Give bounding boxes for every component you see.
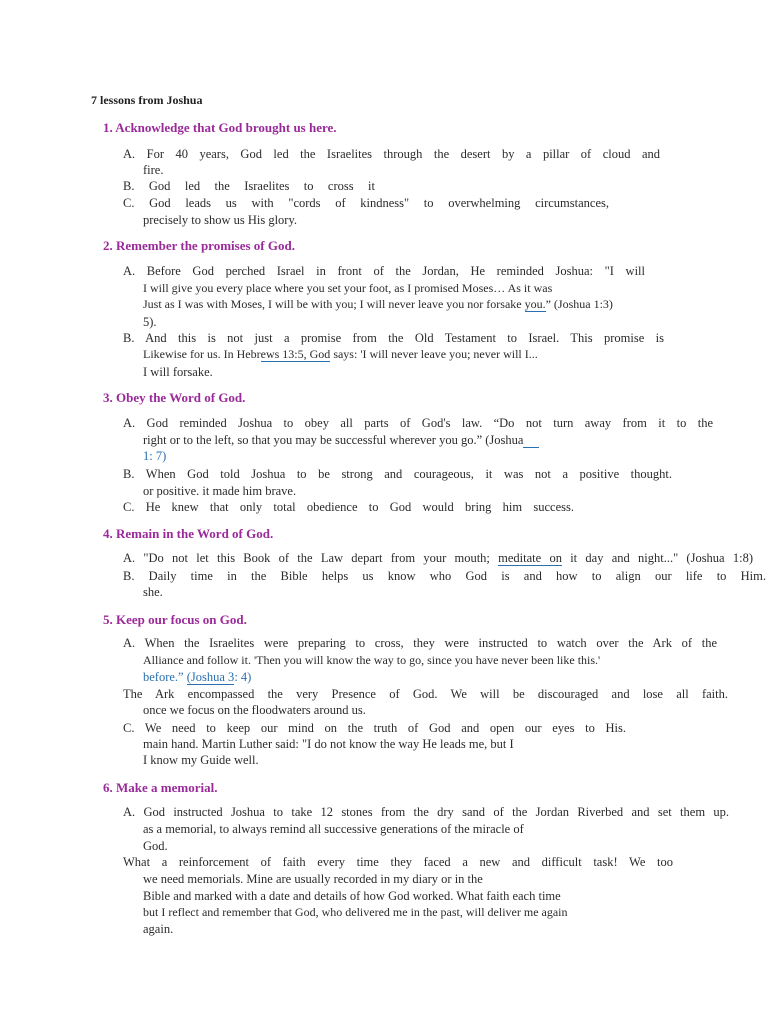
- s1-item-b-line1: B. God led the Israelites to cross it: [123, 179, 375, 193]
- s2-b-line2-rest: says: 'I will never leave you; never will I...: [330, 347, 538, 361]
- s1-item-a-line1: A. For 40 years, God led the Israelites through the desert by a pillar of cloud and: [123, 147, 660, 161]
- s5-item-c-line1: C. We need to keep our mind on the truth of God and open our eyes to His.: [123, 721, 626, 735]
- s2-item-b-line2: [143, 347, 538, 362]
- s1-item-a-line2: fire.: [143, 163, 164, 177]
- section-4-heading: 4. Remain in the Word of God.: [103, 526, 274, 541]
- s3-item-a-line1: A. God reminded Joshua to obey all parts of God's law. “Do not turn away from it to the: [123, 416, 713, 430]
- s3-item-c-line1: C. He knew that only total obedience to God would bring him success.: [123, 500, 574, 514]
- section-6-heading: 6. Make a memorial.: [103, 780, 218, 795]
- scripture-link-you[interactable]: you.: [524, 297, 546, 311]
- scripture-link-joshua-1-7[interactable]: 1: 7): [143, 449, 167, 463]
- s6-item-b-line3: Bible and marked with a date and details of how God worked. What faith each time: [143, 889, 561, 903]
- section-2-heading: 2. Remember the promises of God.: [103, 238, 295, 253]
- s2-a-line3-text: Just as I was with Moses, I will be with you; I will never leave you nor forsake: [143, 297, 525, 311]
- s6-item-a-line3: God.: [143, 839, 168, 853]
- s2-a-line3-ref: ” (Joshua 1:3): [545, 297, 613, 311]
- s6-item-b-line1: What a reinforcement of faith every time they faced a new and difficult task! We too: [123, 855, 673, 869]
- scripture-link-meditate[interactable]: meditate on: [498, 551, 562, 565]
- s4-item-b-line1: B. Daily time in the Bible helps us know who God is and how to align our life to Him.: [123, 569, 766, 583]
- s2-item-a-line1: A. Before God perched Israel in front of the Jordan, He reminded Joshua: "I will: [123, 264, 645, 278]
- s1-item-c-line2: precisely to show us His glory.: [143, 213, 298, 227]
- s5-item-a-line3: [143, 670, 251, 685]
- s4-a-line1-text: A. "Do not let this Book of the Law depart from your mouth;: [123, 551, 499, 565]
- s6-item-b-line4: but I reflect and remember that God, who delivered me in the past, will deliver me again: [143, 905, 568, 919]
- s6-item-a-line1: A. God instructed Joshua to take 12 stones from the dry sand of the Jordan Riverbed and set them up.: [123, 805, 729, 819]
- s6-item-b-line5: again.: [143, 922, 174, 936]
- s5-item-a-line1: A. When the Israelites were preparing to cross, they were instructed to watch over the Ark of the: [123, 636, 717, 650]
- s5-item-a-line2: Alliance and follow it. 'Then you will know the way to go, since you have never been like this.': [143, 653, 601, 667]
- s5-a-line3-text: before.”: [143, 670, 187, 684]
- s2-b-line2-text: Likewise for us. In Hebr: [143, 347, 261, 361]
- s6-item-b-line2: we need memorials. Mine are usually recorded in my diary or in the: [143, 872, 483, 886]
- s4-item-a-line1: [123, 551, 753, 566]
- s3-a-line2-text: right or to the left, so that you may be successful wherever you go.” (Joshua: [143, 433, 524, 447]
- s3-item-b-line2: or positive. it made him brave.: [143, 484, 297, 498]
- s5-item-b-line1: The Ark encompassed the very Presence of God. We will be discouraged and lose all faith.: [123, 687, 728, 701]
- section-5-heading: 5. Keep our focus on God.: [103, 612, 247, 627]
- s6-item-a-line2: as a memorial, to always remind all successive generations of the miracle of: [143, 822, 524, 836]
- scripture-link-hebrews[interactable]: ews 13:5, God: [260, 347, 331, 361]
- s5-item-c-line3: I know my Guide well.: [143, 753, 259, 767]
- s2-item-a-line2: I will give you every place where you set your foot, as I promised Moses… As it was: [143, 281, 553, 295]
- document-title: 7 lessons from Joshua: [91, 93, 203, 107]
- s1-item-c-line1: C. God leads us with "cords of kindness" to overwhelming circumstances,: [123, 196, 609, 210]
- section-1-heading: 1. Acknowledge that God brought us here.: [103, 120, 337, 135]
- s2-item-b-line3: I will forsake.: [143, 365, 213, 379]
- s2-item-b-line1: B. And this is not just a promise from the Old Testament to Israel. This promise is: [123, 331, 664, 345]
- s5-item-b-line2: once we focus on the floodwaters around us.: [143, 703, 366, 717]
- s2-item-a-line4: 5).: [143, 315, 157, 329]
- s4-item-b-line2: she.: [143, 585, 163, 599]
- s2-item-a-line3: [143, 297, 613, 312]
- scripture-link-joshua-3[interactable]: (Joshua 3: [186, 670, 235, 684]
- s5-item-c-line2: main hand. Martin Luther said: "I do not know the way He leads me, but I: [143, 737, 514, 751]
- s3-item-b-line1: B. When God told Joshua to be strong and courageous, it was not a positive thought.: [123, 467, 672, 481]
- s4-a-line1-ref: it day and night..." (Joshua 1:8): [561, 551, 753, 565]
- section-3-heading: 3. Obey the Word of God.: [103, 390, 246, 405]
- s5-a-line3-ref: : 4): [234, 670, 252, 684]
- s3-item-a-line2: [143, 433, 539, 448]
- scripture-link-joshua-1-7-start[interactable]: [523, 433, 539, 448]
